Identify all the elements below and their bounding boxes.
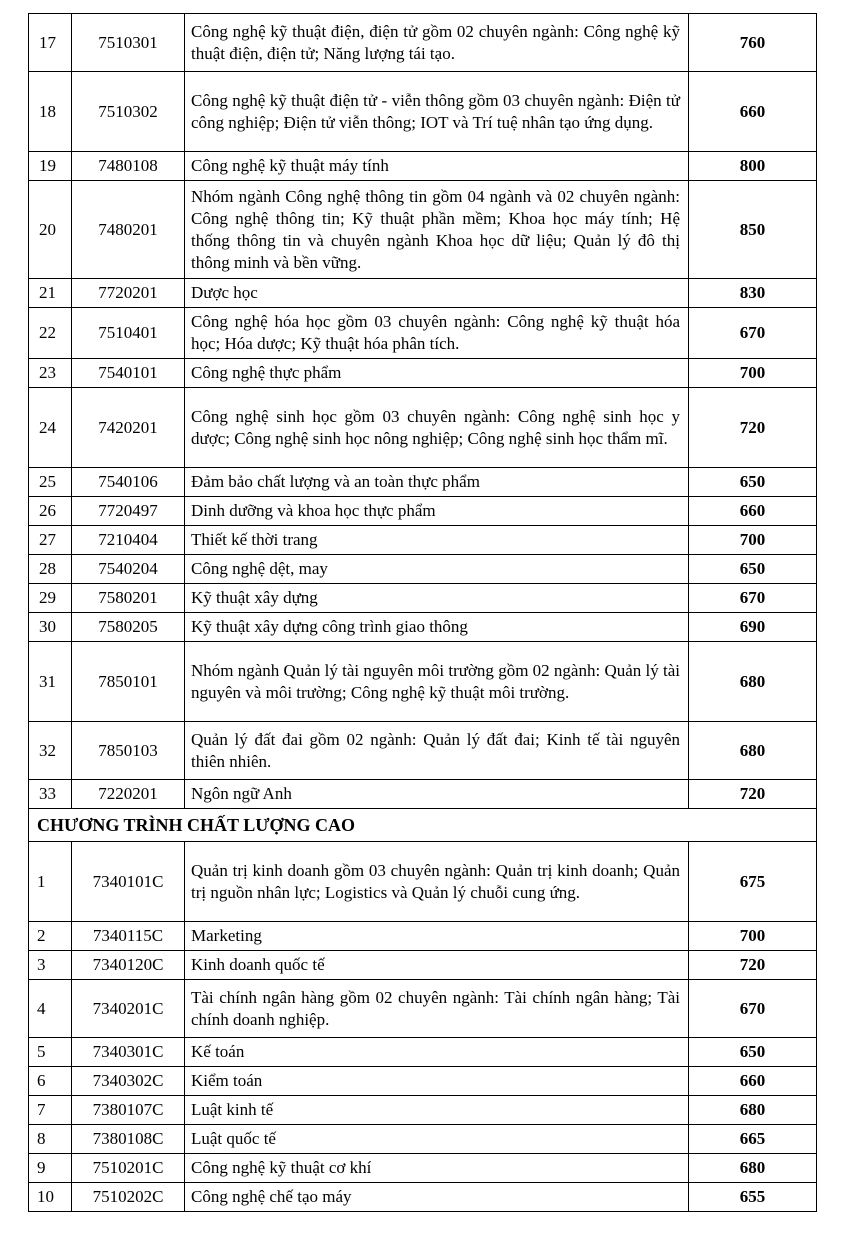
table-row — [29, 722, 817, 780]
major-code: 7510302 — [72, 72, 185, 152]
table-row — [29, 1067, 817, 1096]
major-code: 7340115C — [72, 922, 185, 951]
row-number: 5 — [29, 1038, 72, 1067]
table-row — [29, 526, 817, 555]
major-code: 7480201 — [72, 181, 185, 279]
major-name: Đảm bảo chất lượng và an toàn thực phẩm — [185, 468, 689, 497]
major-name: Kế toán — [185, 1038, 689, 1067]
row-number: 33 — [29, 780, 72, 809]
major-code: 7380108C — [72, 1125, 185, 1154]
major-code: 7340301C — [72, 1038, 185, 1067]
min-score: 850 — [689, 181, 817, 279]
major-code: 7510401 — [72, 308, 185, 359]
table-row — [29, 980, 817, 1038]
row-number: 19 — [29, 152, 72, 181]
major-code: 7580201 — [72, 584, 185, 613]
major-code: 7540101 — [72, 359, 185, 388]
major-code: 7720201 — [72, 279, 185, 308]
table-row — [29, 152, 817, 181]
major-name: Dinh dưỡng và khoa học thực phẩm — [185, 497, 689, 526]
min-score: 680 — [689, 1154, 817, 1183]
row-number: 22 — [29, 308, 72, 359]
row-number: 6 — [29, 1067, 72, 1096]
major-name: Kỹ thuật xây dựng — [185, 584, 689, 613]
major-name: Luật quốc tế — [185, 1125, 689, 1154]
min-score: 760 — [689, 14, 817, 72]
row-number: 2 — [29, 922, 72, 951]
row-number: 25 — [29, 468, 72, 497]
table-row — [29, 279, 817, 308]
major-name: Nhóm ngành Công nghệ thông tin gồm 04 ngành và 02 chuyên ngành: Công nghệ thông tin; Kỹ thuật phần mềm; Khoa học máy tính; Hệ thống thông tin và chuyên ngành Khoa học dữ liệu; Quản lý đô thị thông minh và bền vững. — [185, 181, 689, 279]
min-score: 670 — [689, 980, 817, 1038]
row-number: 21 — [29, 279, 72, 308]
section-row — [29, 809, 817, 842]
major-name: Ngôn ngữ Anh — [185, 780, 689, 809]
row-number: 1 — [29, 842, 72, 922]
table-row — [29, 642, 817, 722]
major-name: Thiết kế thời trang — [185, 526, 689, 555]
table-row — [29, 1154, 817, 1183]
major-code: 7220201 — [72, 780, 185, 809]
major-code: 7340120C — [72, 951, 185, 980]
min-score: 690 — [689, 613, 817, 642]
major-name: Công nghệ kỹ thuật điện tử - viễn thông gồm 03 chuyên ngành: Điện tử công nghiệp; Điện tử viễn thông; IOT và Trí tuệ nhân tạo ứng dụng. — [185, 72, 689, 152]
row-number: 4 — [29, 980, 72, 1038]
table-row — [29, 1096, 817, 1125]
table-row — [29, 1038, 817, 1067]
row-number: 26 — [29, 497, 72, 526]
table-row — [29, 1125, 817, 1154]
major-name: Kỹ thuật xây dựng công trình giao thông — [185, 613, 689, 642]
table-row — [29, 555, 817, 584]
table-row — [29, 308, 817, 359]
major-name: Quản lý đất đai gồm 02 ngành: Quản lý đất đai; Kinh tế tài nguyên thiên nhiên. — [185, 722, 689, 780]
min-score: 800 — [689, 152, 817, 181]
major-name: Nhóm ngành Quản lý tài nguyên môi trường gồm 02 ngành: Quản lý tài nguyên và môi trường; Công nghệ kỹ thuật môi trường. — [185, 642, 689, 722]
row-number: 18 — [29, 72, 72, 152]
min-score: 720 — [689, 951, 817, 980]
major-code: 7210404 — [72, 526, 185, 555]
admission-score-table — [28, 13, 817, 1212]
major-code: 7510202C — [72, 1183, 185, 1212]
major-name: Công nghệ chế tạo máy — [185, 1183, 689, 1212]
table-row — [29, 1183, 817, 1212]
table-row — [29, 613, 817, 642]
table-row — [29, 951, 817, 980]
min-score: 665 — [689, 1125, 817, 1154]
min-score: 680 — [689, 642, 817, 722]
major-name: Công nghệ kỹ thuật máy tính — [185, 152, 689, 181]
min-score: 660 — [689, 1067, 817, 1096]
table-row — [29, 922, 817, 951]
major-name: Tài chính ngân hàng gồm 02 chuyên ngành: Tài chính ngân hàng; Tài chính doanh nghiệp. — [185, 980, 689, 1038]
major-code: 7850103 — [72, 722, 185, 780]
row-number: 24 — [29, 388, 72, 468]
row-number: 23 — [29, 359, 72, 388]
major-code: 7510201C — [72, 1154, 185, 1183]
table-row — [29, 181, 817, 279]
row-number: 9 — [29, 1154, 72, 1183]
major-name: Công nghệ hóa học gồm 03 chuyên ngành: Công nghệ kỹ thuật hóa học; Hóa dược; Kỹ thuật hóa phân tích. — [185, 308, 689, 359]
min-score: 720 — [689, 388, 817, 468]
min-score: 720 — [689, 780, 817, 809]
min-score: 680 — [689, 722, 817, 780]
min-score: 675 — [689, 842, 817, 922]
min-score: 700 — [689, 922, 817, 951]
admission-score-table-page — [28, 13, 816, 1212]
row-number: 17 — [29, 14, 72, 72]
major-code: 7340302C — [72, 1067, 185, 1096]
table-row — [29, 497, 817, 526]
major-code: 7480108 — [72, 152, 185, 181]
min-score: 650 — [689, 468, 817, 497]
row-number: 8 — [29, 1125, 72, 1154]
major-name: Công nghệ kỹ thuật điện, điện tử gồm 02 chuyên ngành: Công nghệ kỹ thuật điện, điện tử; Năng lượng tái tạo. — [185, 14, 689, 72]
major-name: Luật kinh tế — [185, 1096, 689, 1125]
table-row — [29, 388, 817, 468]
min-score: 660 — [689, 72, 817, 152]
major-name: Marketing — [185, 922, 689, 951]
min-score: 670 — [689, 308, 817, 359]
min-score: 680 — [689, 1096, 817, 1125]
table-row — [29, 72, 817, 152]
row-number: 29 — [29, 584, 72, 613]
row-number: 7 — [29, 1096, 72, 1125]
major-code: 7380107C — [72, 1096, 185, 1125]
major-name: Quản trị kinh doanh gồm 03 chuyên ngành: Quản trị kinh doanh; Quản trị nguồn nhân lực; Logistics và Quản lý chuỗi cung ứng. — [185, 842, 689, 922]
row-number: 20 — [29, 181, 72, 279]
major-code: 7580205 — [72, 613, 185, 642]
row-number: 32 — [29, 722, 72, 780]
table-row — [29, 842, 817, 922]
major-code: 7510301 — [72, 14, 185, 72]
table-row — [29, 468, 817, 497]
row-number: 30 — [29, 613, 72, 642]
table-row — [29, 584, 817, 613]
major-name: Kiểm toán — [185, 1067, 689, 1096]
major-code: 7540106 — [72, 468, 185, 497]
table-row — [29, 14, 817, 72]
major-name: Công nghệ thực phẩm — [185, 359, 689, 388]
major-name: Dược học — [185, 279, 689, 308]
min-score: 830 — [689, 279, 817, 308]
row-number: 27 — [29, 526, 72, 555]
table-body — [29, 14, 817, 1212]
major-code: 7420201 — [72, 388, 185, 468]
row-number: 3 — [29, 951, 72, 980]
major-code: 7540204 — [72, 555, 185, 584]
min-score: 650 — [689, 555, 817, 584]
table-row — [29, 780, 817, 809]
min-score: 700 — [689, 526, 817, 555]
row-number: 31 — [29, 642, 72, 722]
section-title: CHƯƠNG TRÌNH CHẤT LƯỢNG CAO — [29, 809, 817, 842]
min-score: 660 — [689, 497, 817, 526]
min-score: 700 — [689, 359, 817, 388]
major-code: 7340101C — [72, 842, 185, 922]
major-code: 7850101 — [72, 642, 185, 722]
major-name: Kinh doanh quốc tế — [185, 951, 689, 980]
major-name: Công nghệ kỹ thuật cơ khí — [185, 1154, 689, 1183]
table-row — [29, 359, 817, 388]
major-name: Công nghệ sinh học gồm 03 chuyên ngành: Công nghệ sinh học y dược; Công nghệ sinh học nông nghiệp; Công nghệ sinh học thẩm mĩ. — [185, 388, 689, 468]
min-score: 670 — [689, 584, 817, 613]
min-score: 655 — [689, 1183, 817, 1212]
min-score: 650 — [689, 1038, 817, 1067]
row-number: 10 — [29, 1183, 72, 1212]
major-name: Công nghệ dệt, may — [185, 555, 689, 584]
major-code: 7340201C — [72, 980, 185, 1038]
major-code: 7720497 — [72, 497, 185, 526]
row-number: 28 — [29, 555, 72, 584]
